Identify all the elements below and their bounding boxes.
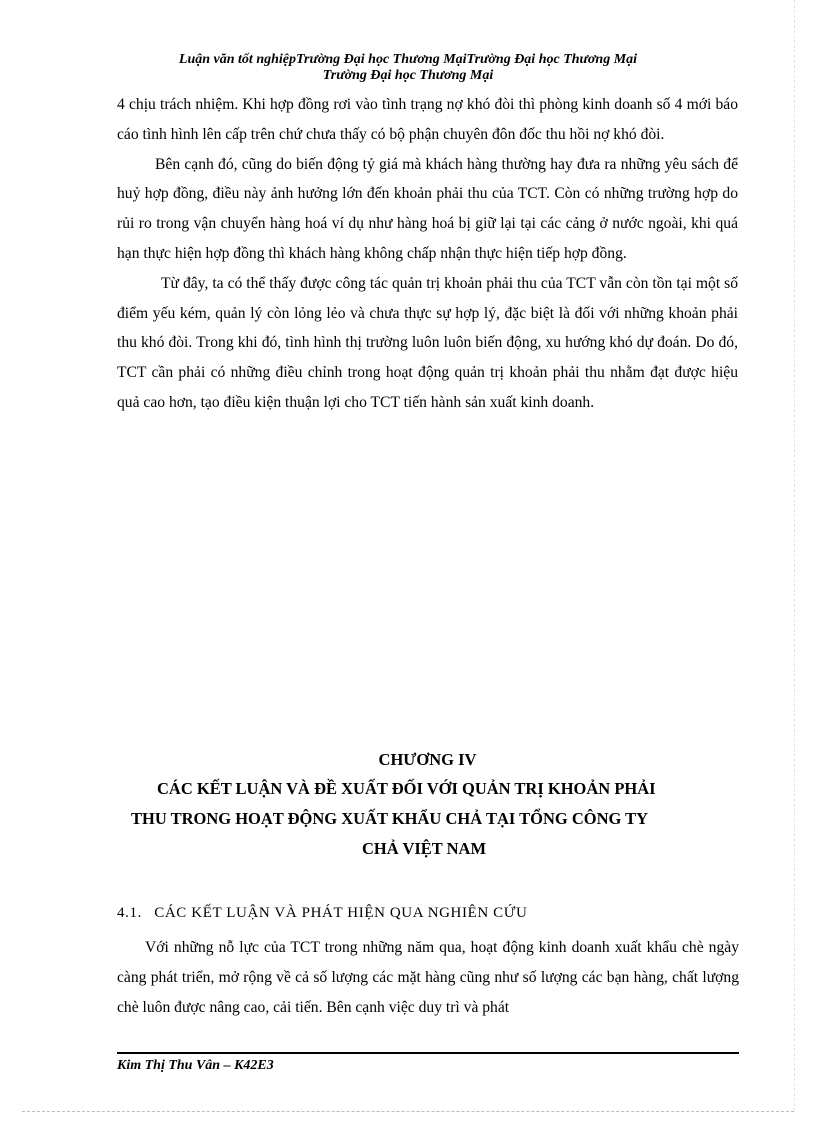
chapter-title-line-2: THU TRONG HOẠT ĐỘNG XUẤT KHẨU CHẢ TẠI TỔNG CÔNG TY bbox=[131, 809, 649, 828]
section-body-text bbox=[117, 933, 739, 1022]
section-heading bbox=[117, 905, 527, 922]
running-header-line-1: Luận văn tốt nghiệpTrường Đại học Thương MạiTrường Đại học Thương Mại bbox=[178, 52, 638, 67]
page-bottom-edge bbox=[22, 1111, 794, 1112]
chapter-title bbox=[117, 774, 753, 864]
section-number: 4.1. bbox=[117, 905, 142, 921]
page-right-edge bbox=[794, 0, 795, 1111]
footer-rule bbox=[117, 1052, 739, 1054]
chapter-title-line-3: CHẢ VIỆT NAM bbox=[361, 839, 487, 858]
section-title: CÁC KẾT LUẬN VÀ PHÁT HIỆN QUA NGHIÊN CỨU bbox=[154, 905, 528, 921]
paragraph-continuation: 4 chịu trách nhiệm. Khi hợp đồng rơi vào tình trạng nợ khó đòi thì phòng kinh doanh số 4 mới báo cáo tình hình lên cấp trên chứ chưa thấy có bộ phận chuyên đôn đốc thu hồi nợ khó đòi. bbox=[117, 96, 738, 143]
section-paragraph: Với những nỗ lực của TCT trong những năm qua, hoạt động kinh doanh xuất khẩu chè ngày càng phát triển, mở rộng về cả số lượng các mặt hàng cũng như số lượng các bạn hàng, chất lượng chè luôn được nâng cao, cải tiến. Bên cạnh việc duy trì và phát bbox=[117, 939, 739, 1016]
footer-author: Kim Thị Thu Vân – K42E3 bbox=[117, 1058, 274, 1073]
paragraph-exchange-rate: Bên cạnh đó, cũng do biến động tỷ giá mà khách hàng thường hay đưa ra những yêu sách để huỷ hợp đồng, điều này ảnh hưởng lớn đến khoản phải thu của TCT. Còn có những trường hợp do rủi ro trong vận chuyển hàng hoá ví dụ như hàng hoá bị giữ lại tại các cảng ở nước ngoài, khi quá hạn thực hiện hợp đồng thì khách hàng không chấp nhận thực hiện tiếp hợp đồng. bbox=[117, 155, 738, 262]
paragraph-conclusion: Từ đây, ta có thể thấy được công tác quản trị khoản phải thu của TCT vẫn còn tồn tại một số điểm yếu kém, quản lý còn lỏng lẻo và chưa thực sự hợp lý, đặc biệt là đối với những khoản phải thu khó đòi. Trong khi đó, tình hình thị trường luôn luôn biến động, xu hướng khó dự đoán. Do đó, TCT cần phải có những điều chỉnh trong hoạt động quản trị khoản phải thu nhằm đạt được hiệu quả cao hơn, tạo điều kiện thuận lợi cho TCT tiến hành sản xuất kinh doanh. bbox=[117, 274, 738, 411]
body-text-block bbox=[117, 90, 738, 418]
running-header-line-2: Trường Đại học Thương Mại bbox=[322, 68, 494, 83]
chapter-number: CHƯƠNG IV bbox=[378, 750, 477, 769]
chapter-title-line-1: CÁC KẾT LUẬN VÀ ĐỀ XUẤT ĐỐI VỚI QUẢN TRỊ KHOẢN PHẢI bbox=[157, 779, 656, 798]
